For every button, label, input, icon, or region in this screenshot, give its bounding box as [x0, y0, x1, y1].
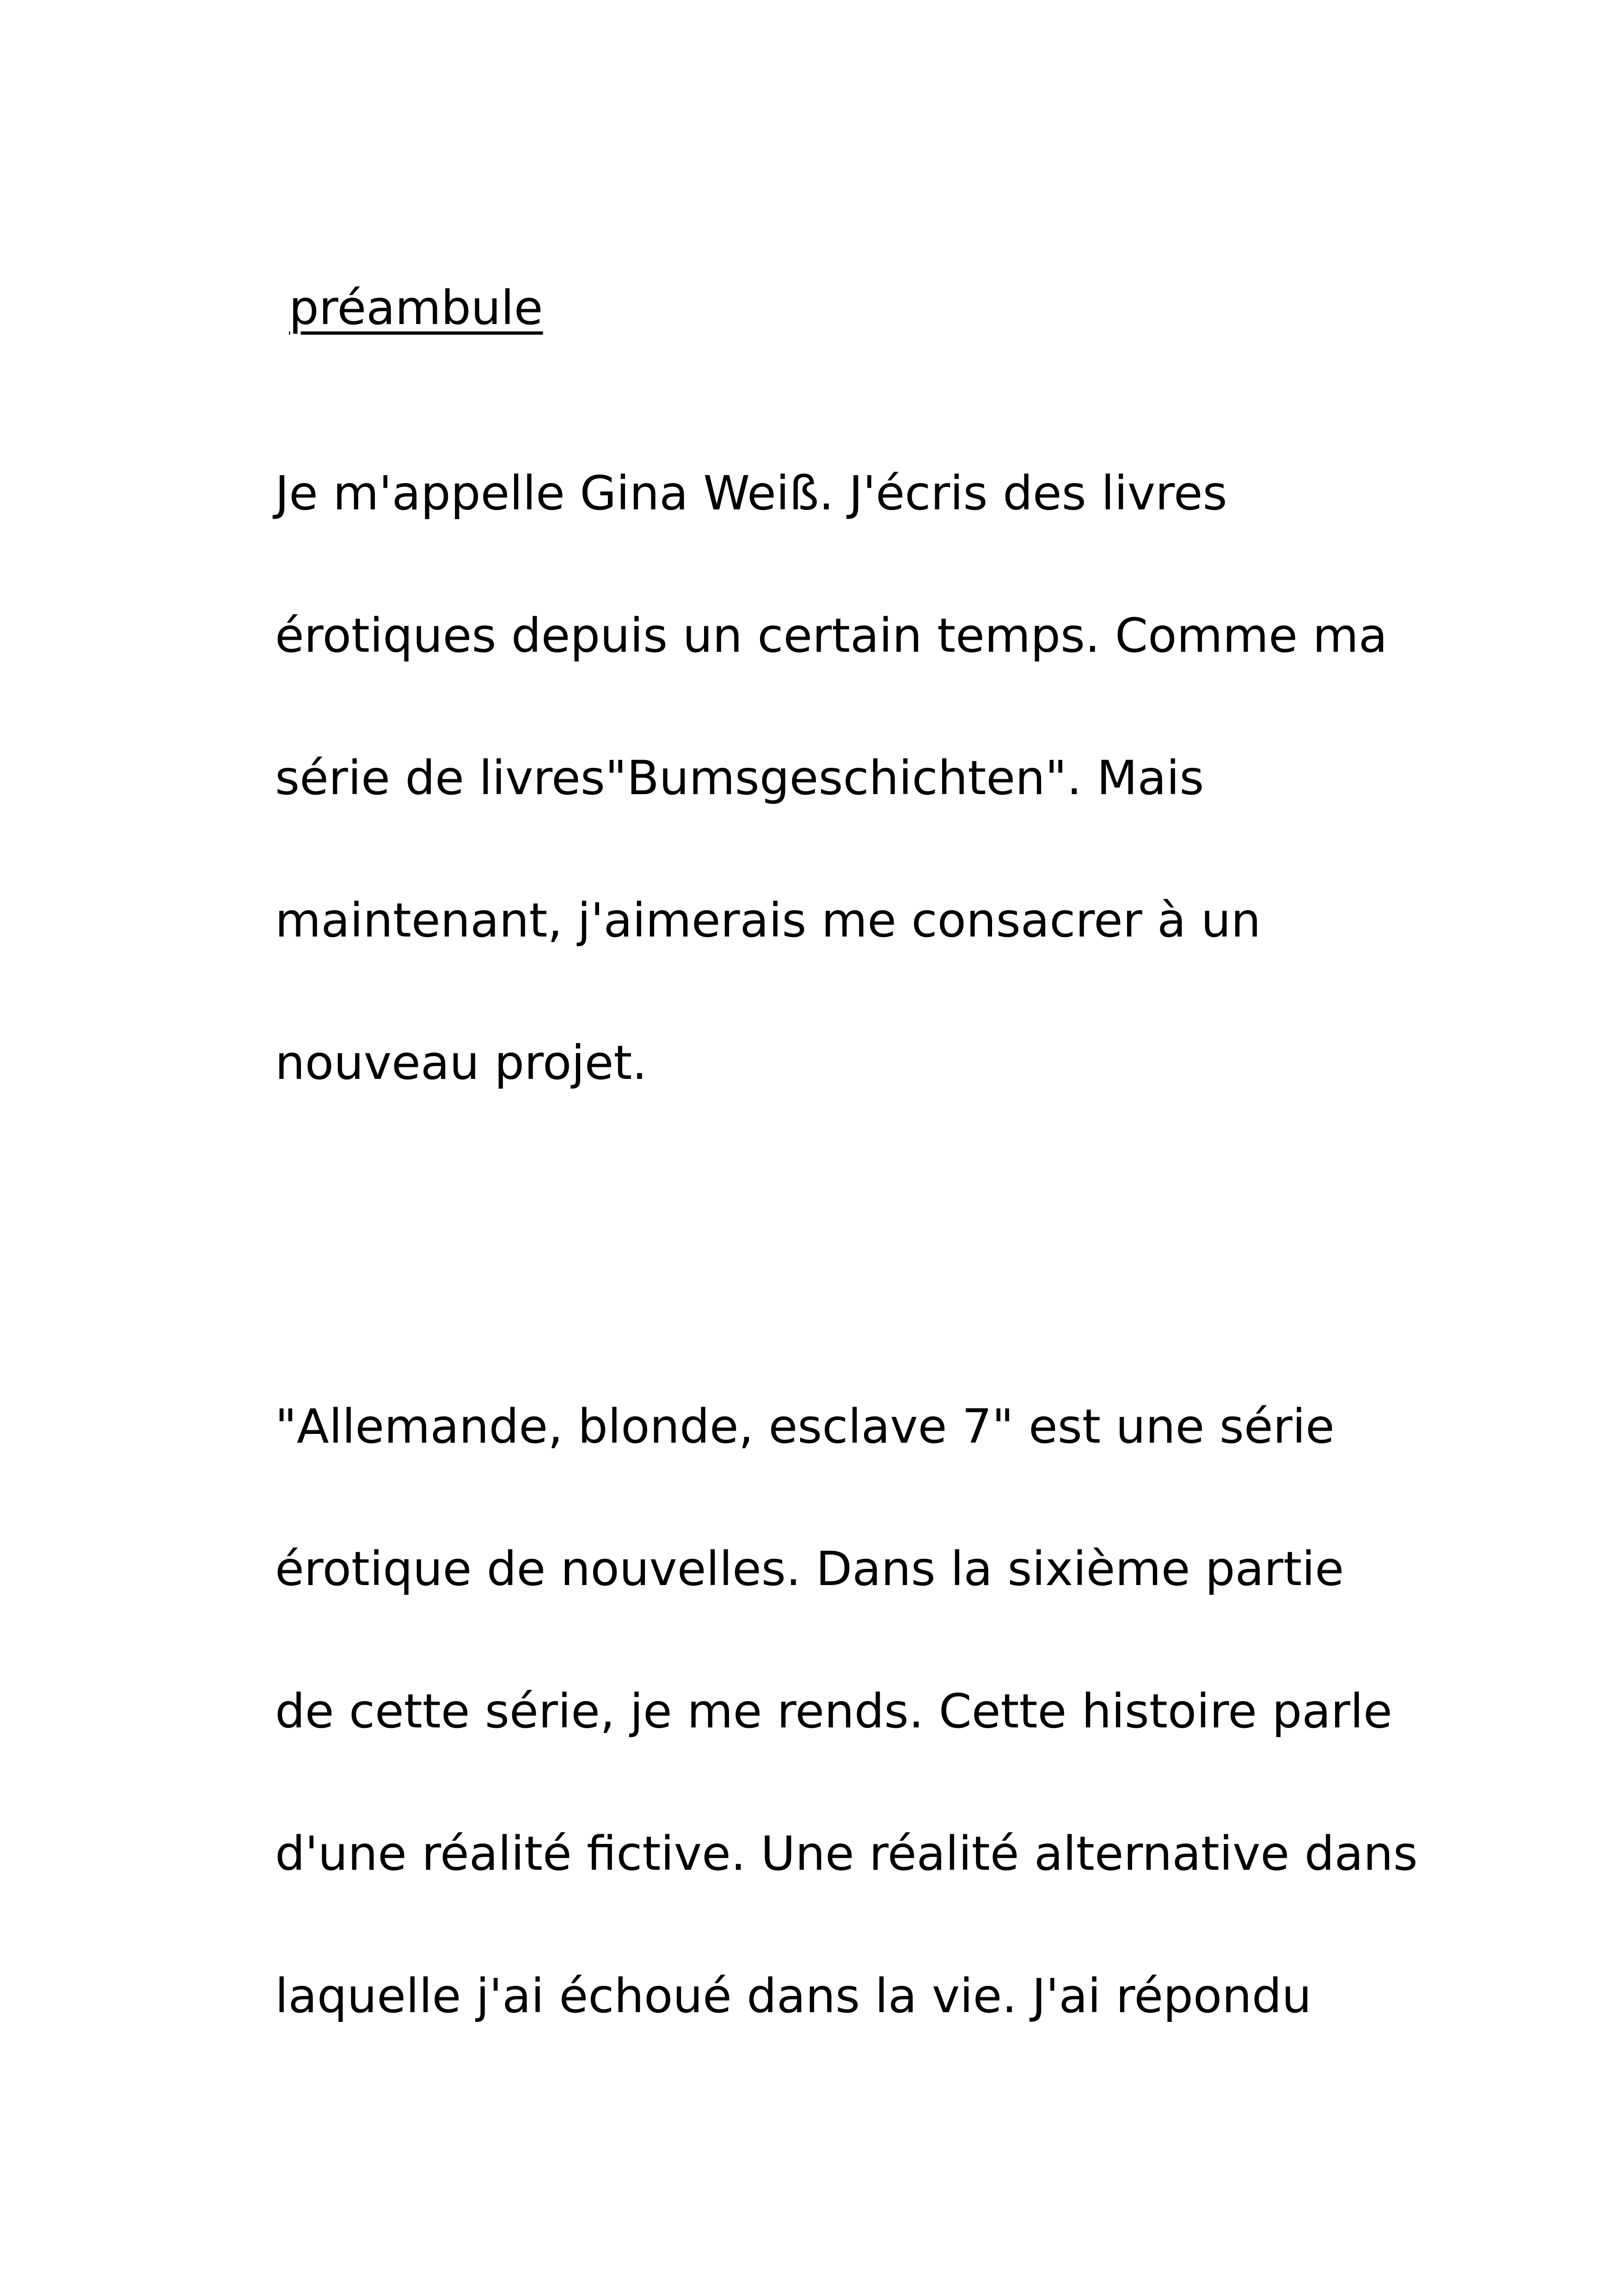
- paragraph-line: nouveau projet.: [275, 1035, 647, 1090]
- paragraph-line: maintenant, j'aimerais me consacrer à un: [275, 893, 1261, 948]
- paragraph-line: "Allemande, blonde, esclave 7" est une série: [275, 1399, 1335, 1454]
- paragraph-line: laquelle j'ai échoué dans la vie. J'ai répondu: [275, 1969, 1312, 2024]
- paragraph-line: érotiques depuis un certain temps. Comme ma: [275, 608, 1388, 663]
- paragraph-line: érotique de nouvelles. Dans la sixième partie: [275, 1542, 1344, 1597]
- section-heading: préambule: [289, 281, 543, 336]
- paragraph-line: série de livres"Bumsgeschichten". Mais: [275, 751, 1204, 806]
- paragraph-line: d'une réalité fictive. Une réalité alternative dans: [275, 1826, 1418, 1881]
- paragraph-line: de cette série, je me rends. Cette histoire parle: [275, 1684, 1392, 1739]
- paragraph-line: Je m'appelle Gina Weiß. J'écris des livres: [275, 466, 1227, 521]
